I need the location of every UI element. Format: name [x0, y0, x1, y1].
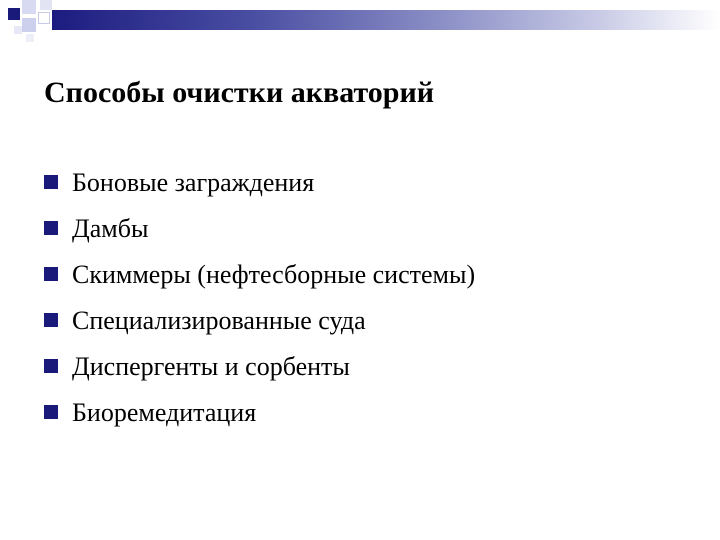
list-item-text: Специализированные суда: [72, 306, 366, 335]
decor-square: [22, 0, 36, 14]
slide-title: Способы очистки акваторий: [44, 76, 435, 109]
list-item-text: Боновые заграждения: [72, 168, 315, 197]
header-decoration: [0, 0, 720, 60]
list-item: [44, 210, 475, 256]
gradient-band: [52, 10, 720, 30]
square-bullet-icon: [44, 267, 58, 281]
bullet-list: [44, 164, 475, 440]
list-item-text: Скиммеры (нефтесборные системы): [72, 260, 476, 289]
list-item-text: Дамбы: [72, 214, 149, 243]
list-item: [44, 256, 475, 302]
decor-square: [40, 0, 52, 10]
list-item: [44, 394, 475, 440]
square-bullet-icon: [44, 221, 58, 235]
square-bullet-icon: [44, 313, 58, 327]
list-item: [44, 164, 475, 210]
decor-square: [8, 8, 20, 20]
list-item: [44, 302, 475, 348]
list-item-text: Биоремедитация: [72, 398, 257, 427]
decor-square: [22, 18, 36, 32]
decor-square: [38, 12, 50, 24]
square-bullet-icon: [44, 175, 58, 189]
square-bullet-icon: [44, 359, 58, 373]
square-bullet-icon: [44, 405, 58, 419]
decor-square: [14, 26, 22, 34]
list-item-text: Диспергенты и сорбенты: [72, 352, 350, 381]
decor-square: [26, 34, 34, 42]
list-item: [44, 348, 475, 394]
